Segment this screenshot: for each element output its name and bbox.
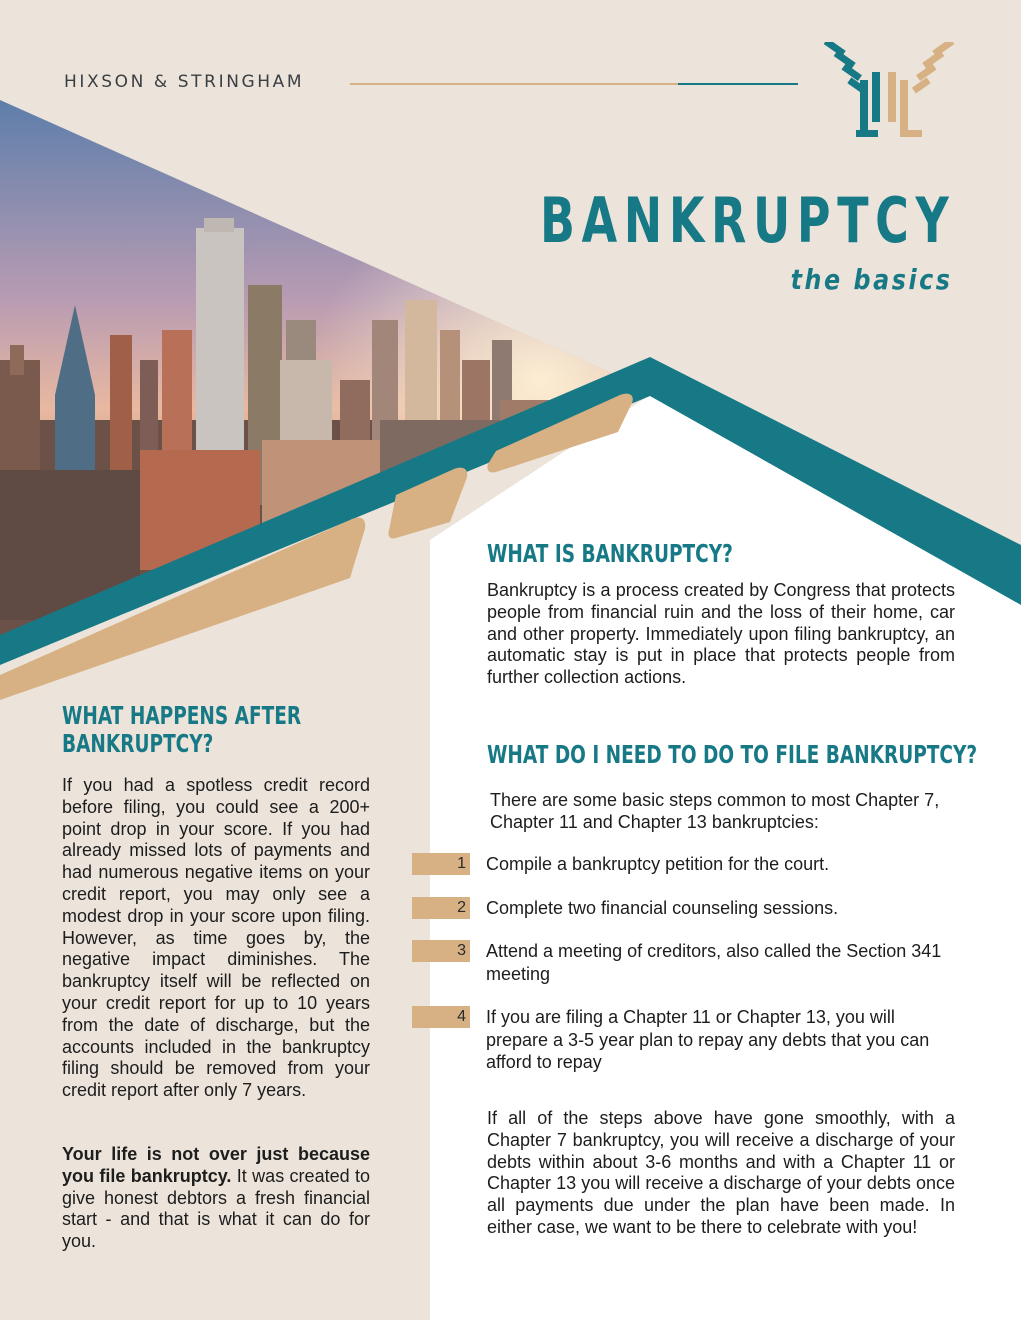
page-subtitle: the basics (791, 263, 953, 296)
step-number-badge: 1 (412, 853, 470, 875)
step-text: Compile a bankruptcy petition for the court. (486, 854, 830, 874)
life-bold-text: Your life is not over just because you file bankruptcy. (62, 1144, 370, 1186)
step-text: Attend a meeting of creditors, also called the Section 341 meeting (486, 941, 942, 984)
step-number-badge: 2 (412, 897, 470, 919)
firm-name: HIXSON & STRINGHAM (64, 72, 305, 92)
what-is-body: Bankruptcy is a process created by Congress that protects people from financial ruin and the loss of their home, car and other property. Immediately upon filing bankruptcy, an automatic stay is put in place that protects people from further collection actions. (487, 580, 955, 688)
after-heading-line1: WHAT HAPPENS AFTER (62, 701, 302, 730)
what-to-do-heading: WHAT DO I NEED TO DO TO FILE BANKRUPTCY? (487, 740, 978, 769)
life-rest-text: It was created to give honest debtors a fresh financial start - and that is what it can do for you. (62, 1165, 370, 1252)
winged-figure-logo-icon (820, 42, 960, 142)
what-is-heading: WHAT IS BANKRUPTCY? (487, 539, 733, 568)
after-heading-line2: BANKRUPTCY? (62, 729, 214, 758)
after-heading (62, 702, 301, 758)
what-to-do-intro: There are some basic steps common to most Chapter 7, Chapter 11 and Chapter 13 bankruptcies: (490, 790, 940, 832)
closing-paragraph: If all of the steps above have gone smoothly, with a Chapter 7 bankruptcy, you will receive a discharge of your debts within about 3-6 months and with a Chapter 11 or Chapter 13 you will receive a discharge of your debts once all payments due under the plan have been made. In either case, we want to be there to celebrate with you! (487, 1108, 955, 1237)
life-paragraph (62, 1144, 370, 1253)
step-number-badge: 4 (412, 1006, 470, 1028)
step-text: If you are filing a Chapter 11 or Chapter 13, you will prepare a 3-5 year plan to repay any debts that you can afford to repay (486, 1007, 930, 1072)
step-number-badge: 3 (412, 940, 470, 962)
after-body: If you had a spotless credit record before filing, you could see a 200+ point drop in your score. If you had already missed lots of payments and had numerous negative items on your credit report, you may only see a modest drop in your score upon filing. However, as time goes by, the negative impact diminishes. The bankruptcy itself will be reflected on your credit report for up to 10 years from the date of discharge, but the accounts included in the bankruptcy filing should be removed from your credit report after only 7 years. (62, 775, 370, 1101)
step-text: Complete two financial counseling sessions. (486, 898, 839, 918)
page-title: BANKRUPTCY (539, 184, 955, 257)
